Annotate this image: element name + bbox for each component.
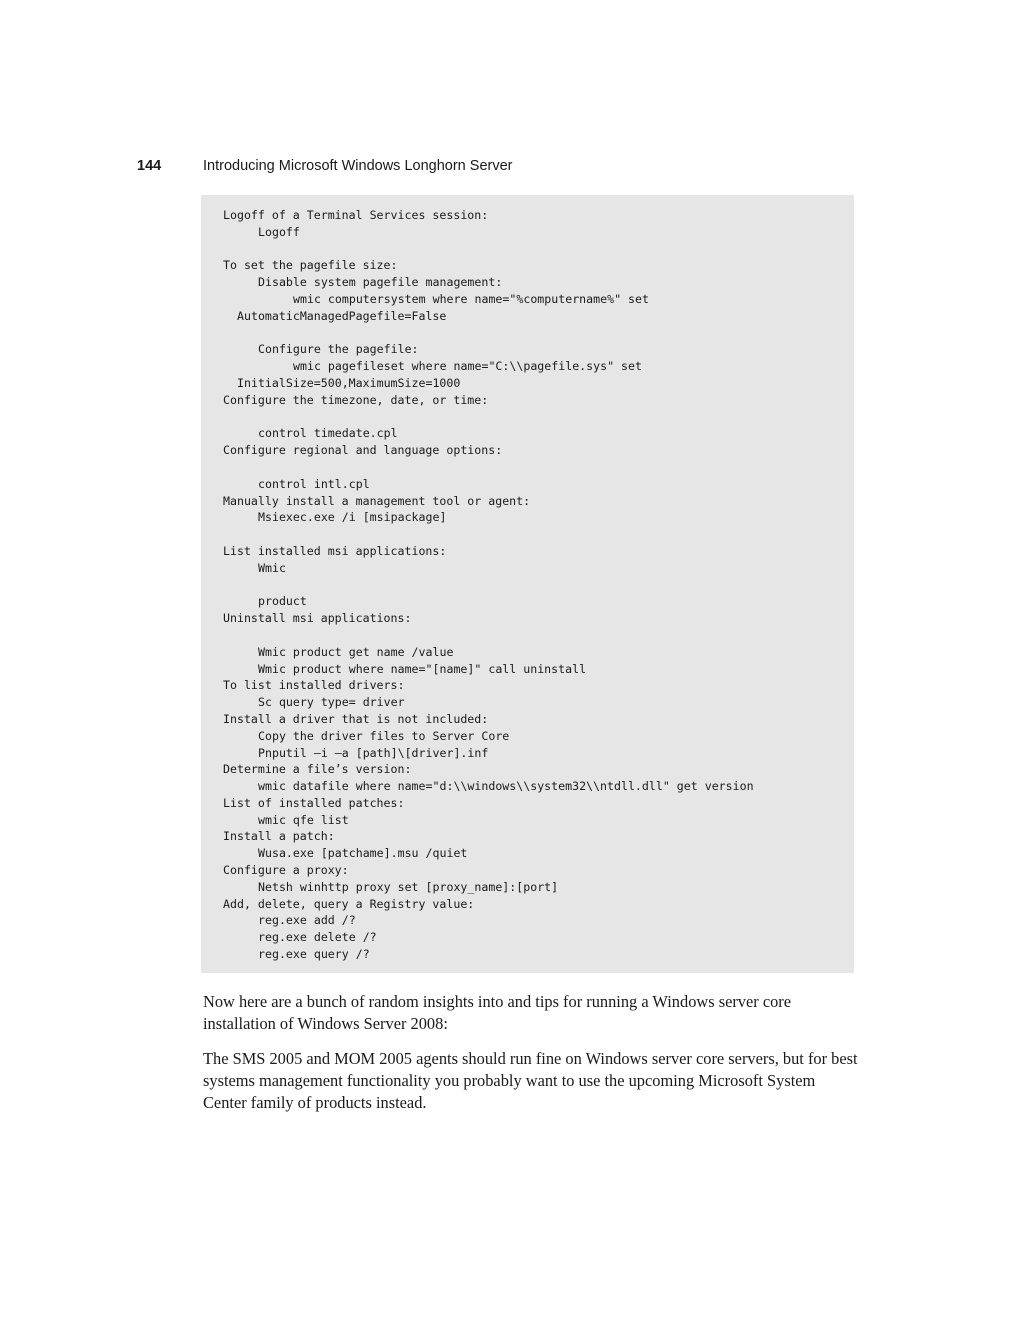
code-line: AutomaticManagedPagefile=False — [237, 308, 447, 323]
code-line: product — [258, 594, 307, 609]
code-line: wmic computersystem where name="%computername%" set — [293, 291, 649, 306]
code-block — [201, 195, 854, 973]
page-number: 144 — [137, 158, 162, 174]
page-header — [137, 155, 857, 177]
code-line: InitialSize=500,MaximumSize=1000 — [237, 375, 461, 390]
code-line: Manually install a management tool or agent: — [223, 493, 531, 508]
code-line: Configure a proxy: — [223, 863, 349, 878]
code-line — [223, 325, 854, 342]
code-line: Pnputil –i –a [path]\[driver].inf — [258, 745, 489, 760]
code-line: To set the pagefile size: — [223, 258, 398, 273]
code-line: Determine a file’s version: — [223, 762, 412, 777]
code-line: Netsh winhttp proxy set [proxy_name]:[port] — [258, 879, 559, 894]
code-line — [223, 526, 854, 543]
code-line: control timedate.cpl — [258, 426, 398, 441]
code-line: control intl.cpl — [258, 476, 370, 491]
running-title: Introducing Microsoft Windows Longhorn Server — [203, 158, 513, 174]
code-line — [223, 627, 854, 644]
code-line: Configure regional and language options: — [223, 443, 503, 458]
code-line: Configure the pagefile: — [258, 342, 419, 357]
code-line: reg.exe add /? — [258, 913, 356, 928]
code-line: Disable system pagefile management: — [258, 275, 503, 290]
code-line: wmic datafile where name="d:\\windows\\system32\\ntdll.dll" get version — [258, 779, 754, 794]
code-line: List of installed patches: — [223, 795, 405, 810]
code-line: List installed msi applications: — [223, 543, 447, 558]
code-line: Install a patch: — [223, 829, 335, 844]
code-line: Uninstall msi applications: — [223, 611, 412, 626]
code-line: Wusa.exe [patchame].msu /quiet — [258, 846, 468, 861]
code-line: Wmic — [258, 560, 286, 575]
code-line: Wmic product get name /value — [258, 644, 454, 659]
code-line — [223, 409, 854, 426]
code-line: Install a driver that is not included: — [223, 711, 489, 726]
code-line — [223, 577, 854, 594]
code-line: Wmic product where name="[name]" call uninstall — [258, 661, 587, 676]
body-paragraph-2: The SMS 2005 and MOM 2005 agents should run fine on Windows server core servers, but for best systems management functionality you probably want to use the upcoming Microsoft System Center family of products instead. — [203, 1049, 858, 1112]
code-line: Configure the timezone, date, or time: — [223, 392, 489, 407]
code-line: Copy the driver files to Server Core — [258, 728, 510, 743]
code-line: Logoff — [258, 224, 300, 239]
code-line: reg.exe query /? — [258, 947, 370, 962]
code-line — [223, 459, 854, 476]
code-line: wmic qfe list — [258, 812, 349, 827]
code-line: reg.exe delete /? — [258, 930, 377, 945]
code-line — [223, 241, 854, 258]
code-line: Sc query type= driver — [258, 695, 405, 710]
code-line: Logoff of a Terminal Services session: — [223, 208, 489, 222]
code-line: Add, delete, query a Registry value: — [223, 896, 475, 911]
body-paragraph-1: Now here are a bunch of random insights into and tips for running a Windows server core installation of Windows Server 2008: — [203, 992, 792, 1033]
code-line: wmic pagefileset where name="C:\\pagefile.sys" set — [293, 359, 643, 374]
code-line: To list installed drivers: — [223, 678, 405, 693]
code-line: Msiexec.exe /i [msipackage] — [258, 510, 447, 525]
